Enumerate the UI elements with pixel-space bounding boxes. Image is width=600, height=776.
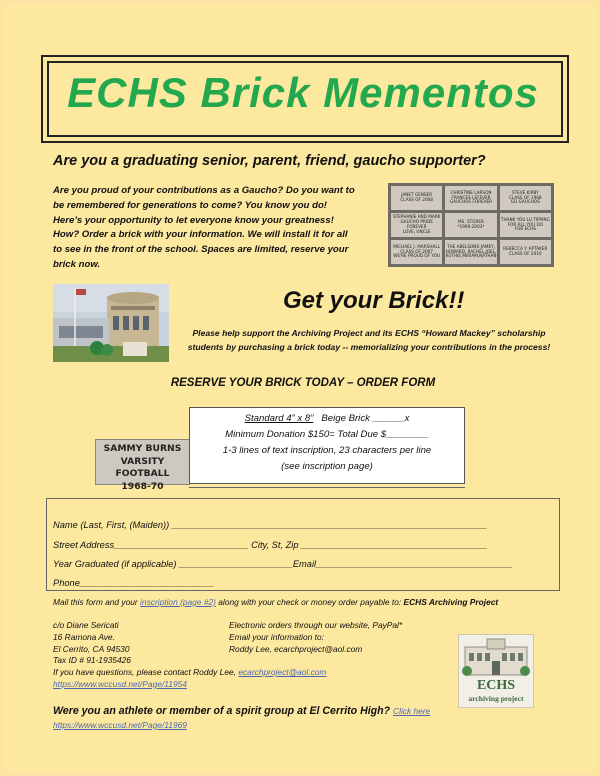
contact-email-link[interactable]: ecarchproject@aol.com: [238, 667, 327, 678]
engraved-brick: JANET GENSER CLASS OF 2008: [391, 186, 442, 210]
school-building-photo: [53, 284, 169, 362]
order-size: Standard 4” x 8”: [244, 413, 314, 424]
sample-brick-image: SAMMY BURNS VARSITY FOOTBALL 1968-70: [95, 439, 190, 485]
questions-line: If you have questions, please contact Roddy Lee, ecarchproject@aol.com: [53, 667, 327, 678]
intro-line: brick now.: [53, 258, 101, 270]
electronic-orders: Electronic orders through our website, PayPal* Email your information to: Roddy Lee, ecarchproject@aol.com: [229, 620, 403, 654]
intro-line: Are you proud of your contributions as a Gaucho? Do you want to: [53, 185, 355, 196]
order-box-underline: [189, 487, 465, 488]
question-heading: Are you a graduating senior, parent, friend, gaucho supporter?: [53, 153, 486, 169]
logo-subtitle: archiving project: [468, 694, 524, 703]
engraved-brick: STEPHANIE AND MARK GAUCHO PRIDE FOREVER LOVE, UNCLE: [391, 213, 442, 237]
street-address-field[interactable]: Street Address__________________________ City, St, Zip ____________________________________: [53, 540, 488, 550]
engraved-brick: MICHAEL J. MARSHALL CLASS OF 2007 WE'RE PROUD OF YOU: [391, 240, 442, 264]
intro-line: to see in the front of the school. Spaces are limited, reserve your: [53, 244, 349, 256]
phone-field[interactable]: Phone__________________________: [53, 578, 215, 588]
logo-title: ECHS: [476, 678, 516, 693]
page-link[interactable]: https://www.wccusd.net/Page/11954: [53, 678, 187, 689]
intro-line: Here’s your opportunity to let everyone know your greatness!: [53, 214, 334, 226]
engraved-brick: THANK YOU LU TIPPING FOR ALL YOU DO FOR ECHS: [500, 213, 551, 237]
order-donation: Minimum Donation $150= Total Due $________: [225, 429, 429, 440]
support-text: [181, 326, 557, 354]
brick-wall-photo: [388, 183, 554, 267]
engraved-brick: MS. STORER *1990-2003*: [445, 213, 496, 237]
get-brick-heading: Get your Brick!!: [283, 287, 465, 314]
intro-line: How? Order a brick with your information. We will install it for all: [53, 229, 348, 241]
inscription-link[interactable]: inscription (page #2): [140, 597, 216, 607]
athlete-question: Were you an athlete or member of a spirit group at El Cerrito High? Click here: [53, 705, 431, 717]
engraved-brick: REBECCA Y. APTAKER CLASS OF 2010: [500, 240, 551, 264]
intro-line: be remembered for generations to come? You know you do!: [53, 199, 327, 211]
echs-archiving-logo: [458, 634, 534, 708]
order-lines: 1-3 lines of text inscription, 23 characters per line: [222, 445, 432, 456]
support-line: Please help support the Archiving Project and its ECHS “Howard Mackey” scholarship: [192, 328, 546, 338]
engraved-brick: THE ABELSONS-JAMEY, HOWARD, RACHEL,JOEL, RUTHIE,MIRIAM,NATHAN: [445, 240, 496, 264]
page-title: ECHS Brick Mementos: [67, 69, 539, 116]
name-field[interactable]: Name (Last, First, (Maiden)) _____________________________________________________________: [53, 520, 488, 530]
order-brick-line: Beige Brick ______x: [313, 413, 410, 424]
reserve-heading: RESERVE YOUR BRICK TODAY – ORDER FORM: [170, 377, 436, 389]
click-here-link[interactable]: Click here: [393, 706, 431, 716]
order-see: (see inscription page): [281, 461, 373, 472]
order-box: [189, 407, 465, 484]
athlete-page-link[interactable]: https://www.wccusd.net/Page/11969: [53, 720, 187, 730]
engraved-brick: STEVE KIRBY CLASS OF 1968 GO GAUCHOS: [500, 186, 551, 210]
year-email-field[interactable]: Year Graduated (if applicable) ______________________Email______________________________________: [53, 559, 513, 569]
engraved-brick: CHRISTINE LARSON FRANCES LEFEVER GAUCHOS FOREVER: [445, 186, 496, 210]
mail-instructions: Mail this form and your inscription (page #2) along with your check or money order payable to: ECHS Archiving Project: [53, 597, 499, 607]
mailing-address: c/o Diane Sericati 16 Ramona Ave. El Cerrito, CA 94530 Tax ID # 91-1935426 If you have questions, please contact Roddy Lee, ecarchproject@aol.com https://www.wccusd.net/Page/11954: [53, 620, 327, 689]
support-line: students by purchasing a brick today -- memorializing your contributions in the process!: [187, 342, 551, 352]
intro-paragraph: [53, 184, 383, 273]
